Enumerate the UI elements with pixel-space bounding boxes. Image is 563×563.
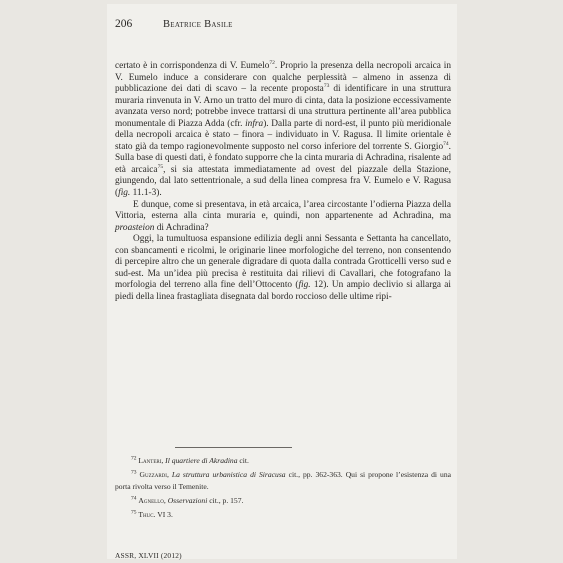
text-run: Oggi, la tumultuosa espansione edilizia degli anni Sessanta e Settanta ha cancellato, con sbancamenti e ricolmi, le originarie linee morfologiche del terreno, non consentendo di percepire altro che un generale digradare di quota dalla contrada Grotticelli verso sud e sud-est. Ma un’idea più precisa è restituita dai rilievi di Cavallari, che fotografano la morfologia del terreno alla fine dell’Ottocento ( [115,234,451,291]
text-run: ). Dalla parte di nord-est, il punto più meridionale della necropoli arcaica è stato – finora – individuato in V. Ragusa. Il limite orientale è stato già da tempo ragionevolmente supposto nel corso inferiore del torrente S. Giorgio [115,118,451,152]
note-reference: 75 [157,163,164,170]
author-name: Guzzardi [139,470,167,480]
running-head: Beatrice Basile [163,19,233,30]
text-run: cit., pp. 362-363. Qui si propone l’esistenza di una porta rivolta verso il Temenite. [115,470,451,491]
italic-text: Il quartiere di Akradina [165,456,238,465]
text-run: cit., p. 157. [207,495,244,505]
text-run: cit. [237,456,249,465]
text-run: . VI 3. [153,510,173,520]
text-run: , [161,456,166,465]
note-reference: 75 [131,509,137,516]
footnotes [115,455,451,523]
note-reference: 72 [269,59,275,66]
text-run: , [166,470,172,480]
main-text [115,61,451,303]
text-run: E dunque, come si presentava, in età arcaica, l’area circostante l’odierna Piazza della Vittoria, esterna alla cinta muraria e, quindi, non appartenente ad Achradina, ma [115,199,451,222]
book-page [107,4,457,559]
note-reference: 73 [323,83,330,89]
italic-text: proasteion [115,222,155,233]
author-name: Thuc [138,510,154,520]
text-run: 12). Un ampio declivio si allarga ai piedi della linea frastagliata disegnata dal bordo roccioso delle ultime ripi- [115,280,451,302]
text-run: di identificare in una struttura muraria rinvenuta in V. Arno un tratto del muro di cinta, data la posizione eccessivamente avanzata verso nord; potrebbe invece trattarsi di una struttura pertinente all’area pubblica monumentale di Piazza Adda (cfr. [115,84,451,129]
footnote [115,469,451,492]
italic-text: infra [245,118,264,129]
text-run: 11.1-3). [130,188,162,199]
note-reference: 74 [443,140,449,147]
paragraph [115,61,451,200]
note-reference: 74 [131,495,137,502]
text-run: , [163,495,168,505]
text-run: certato è in corrispondenza di V. Eumelo [115,61,270,71]
note-reference: 72 [131,455,137,462]
italic-text: fig. [118,188,131,199]
footnote [115,495,451,506]
footnote [115,509,451,520]
text-run: , si sia attestata immediatamente ad ovest del piazzale della Stazione, giungendo, dal lato settentrionale, a sud della linea compresa fra V. Eumelo e V. Ragusa ( [115,164,451,199]
italic-text: La struttura urbanistica di Siracusa [171,470,286,480]
text-run: . Sulla base di questi dati, è fondato supporre che la cinta muraria di Achradina, risalente ad età arcaica [115,141,451,175]
text-run: di Achradina? [154,222,209,233]
author-name: Agnello [138,495,164,505]
italic-text: fig. [298,280,311,291]
page-number: 206 [115,18,133,30]
text-run: . Proprio la presenza della necropoli arcaica in V. Eumelo induce a considerare con qualche perplessità – almeno in assenza di pubblicazione dei dati di scavo – la recente proposta [115,61,451,95]
journal-footer: ASSR, XLVII (2012) [115,551,182,560]
footnote-divider [175,447,292,448]
note-reference: 73 [131,469,137,476]
paragraph [115,200,451,235]
footnote [115,455,451,466]
italic-text: Osservazioni [167,495,208,505]
paragraph [115,234,451,303]
author-name: Lanteri [138,456,162,465]
